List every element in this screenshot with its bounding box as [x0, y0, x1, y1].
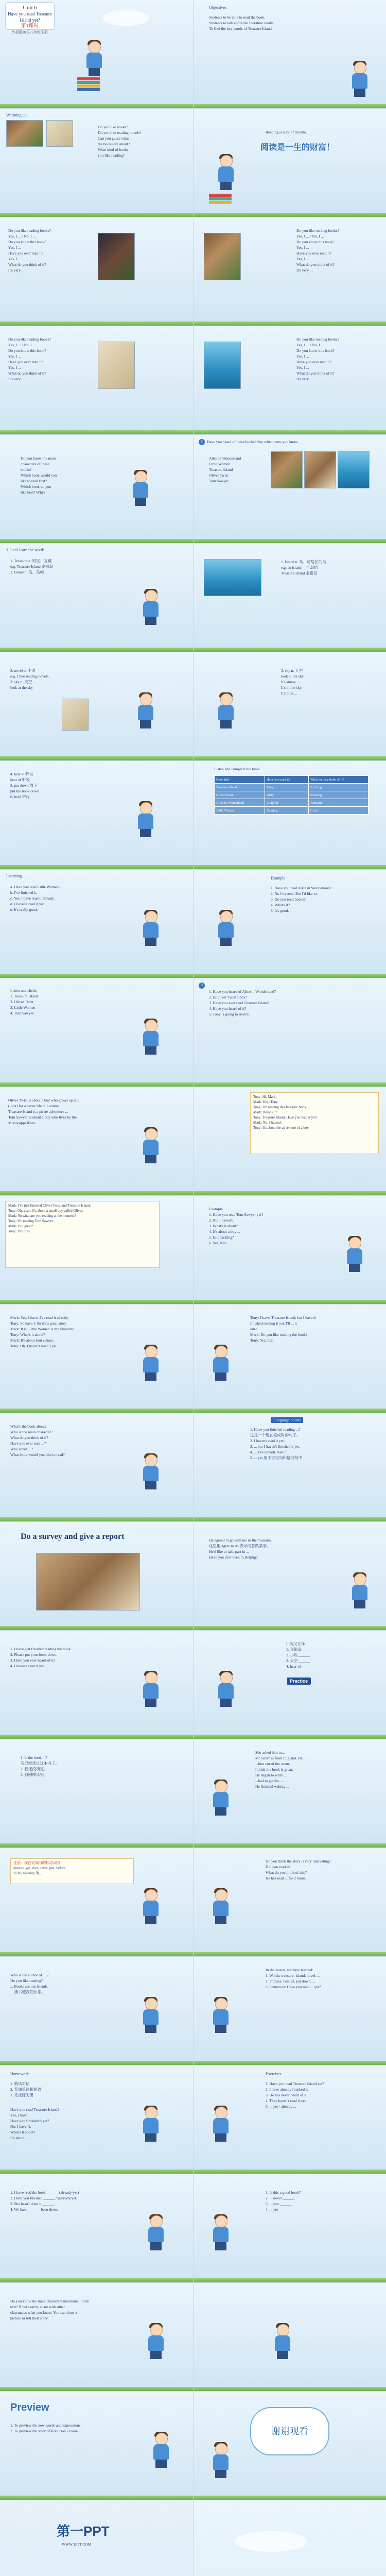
slide-homework[interactable] [0, 2065, 193, 2174]
table-heading: Listen and complete the table. [214, 767, 261, 771]
slide-discussion[interactable] [0, 1413, 193, 1522]
boy-illustration [139, 1454, 163, 1490]
slide-reading-quote[interactable] [193, 109, 386, 217]
book-cover-image [204, 233, 241, 280]
dialogue-lines: Mark: Yes, I have. I've read it already. Tony: So have I. So it's a great story. Mark: It is. Little Women is my favourite. Tony: What's it about? Mark: It's about four sisters. Tony: Oh, I haven't read it yet. [10, 1315, 75, 1348]
boy-illustration [139, 911, 163, 947]
sky-words: 3. sky n. 天空 look at the sky It's sunny ... It's in the sky. It's blue ... [281, 668, 304, 696]
book-list: Alice in Wonderland Little Women Treasure Island Oliver Twist Tom Sawyer [209, 456, 241, 483]
practice-list: I. 英汉互译 1. 金银岛 ______ 2. 小说 ______ 3. 天空 ______ 4. hear of ______ [286, 1641, 314, 1669]
slide-agree-to[interactable] [193, 1522, 386, 1631]
homework-heading: Homework [10, 2072, 29, 2076]
boy-illustration [139, 1020, 163, 1056]
reading-quote: Reading is a lot of trouble. [266, 130, 307, 134]
dialogue-lines: Tony: I have. Treasure Island, but I haven't finished reading it yet. I'll ... it later. Mark: Do you like reading the book? Tony: Yes, I do. [250, 1315, 317, 1343]
boy-illustration [149, 2433, 173, 2469]
lesson-cn: 第1课时 [21, 23, 39, 29]
slide-warming-up[interactable] [0, 109, 193, 217]
warming-heading: Warming up [6, 113, 27, 117]
slide-book-list[interactable] [193, 435, 386, 544]
slide-brand[interactable] [0, 2500, 193, 2576]
slide-translate-cn[interactable] [0, 1739, 193, 1848]
boy-illustration [209, 1781, 233, 1817]
reading-quote-cn: 阅读是一生的财富！ [260, 143, 335, 152]
agree-to-notes: He agreed to go with me to the museum. 这里用 agree to do 表示同意做某事。 He'd like to take part in ... Have you ever been to Beijing? [209, 1538, 272, 1560]
boy-illustration [209, 1998, 233, 2034]
slide-practice[interactable] [193, 1631, 386, 1739]
novel-words: 2. novel n. 小说 e.g. I like reading novels. 3. sky n. 天空 look at the sky [10, 668, 50, 690]
brand-logo: 第一PPT [57, 2523, 110, 2539]
slide-reading-passage[interactable] [193, 1739, 386, 1848]
questions-list: 1. Have you heard of Alice in Wonderland? 2. Is Oliver Twist a boy? 3. Have you ever read Treasure Island? 4. Have you heard of it? 5. Tony is going to read it. [209, 989, 276, 1016]
boy-illustration [271, 2324, 294, 2360]
novel-image [62, 699, 89, 731]
boy-illustration [134, 802, 157, 838]
warming-questions: Do you like books? Do you like reading novels? Can you guess what the books are about? What kind of books you like reading? [98, 125, 142, 158]
classroom-image [36, 1553, 140, 1611]
boy-illustration [348, 1573, 372, 1609]
slide-dialogue-1[interactable] [0, 217, 193, 326]
dialogue-lines: Do you like reading books? Yes, I ... / No, I ... Do you know this book? Yes, I ... Have you ever read it? Yes, I ... What do you think of it? It's very ... [8, 337, 51, 381]
boy-illustration [144, 2324, 168, 2360]
slide-translate[interactable] [0, 1631, 193, 1739]
books-stack-icon [209, 194, 232, 211]
boy-illustration [214, 1672, 238, 1708]
dialogue-box: Mark: I've just finished Oliver Twist and Treasure Island. Tony: Oh, yeah. It's about a small boy called Oliver. Mark: So what are you reading at the moment? Tony: I'm reading Tom Sawyer. Mark: Is it good? Tony: Yes, it is. [5, 1201, 160, 1268]
lesson-summary: In the lesson, we have learned: 1. Words: treasure, island, novel, ... 2. Phrases: hear of, put down, ... 3. Sentences: Have you read ... yet? [266, 1968, 321, 1989]
slide-characters-task[interactable] [0, 2283, 193, 2392]
slide-language-points[interactable] [193, 1413, 386, 1522]
boy-illustration [129, 471, 152, 507]
boy-illustration [214, 911, 238, 947]
reading-passage: She asked him to... Mr Smith is from England. He ... ...him out of the room. I think the book is great. He began to write ... ...had to get his ... He finished writing ... [255, 1750, 307, 1789]
slide-words-1[interactable] [0, 544, 193, 652]
slide-lesson-summary[interactable] [193, 1957, 386, 2065]
slide-title[interactable] [0, 0, 193, 109]
boy-illustration [209, 1889, 233, 1925]
book-cover-image [98, 342, 135, 389]
boy-illustration [139, 590, 163, 626]
boy-illustration [209, 2107, 233, 2143]
boy-illustration [82, 41, 106, 77]
title-box [5, 2, 55, 35]
slide-dialogue-mark[interactable] [0, 1196, 193, 1304]
slide-dialogue-6[interactable] [193, 1304, 386, 1413]
slide-summary-text[interactable] [0, 1087, 193, 1196]
boy-illustration [139, 1346, 163, 1382]
book-cover-image [204, 342, 241, 389]
bookshelf-image [6, 120, 43, 147]
boy-illustration [214, 693, 238, 730]
author-notes: Who is the author of ... ? Do you like reading? ... Books are our friends. ... 读书使我们快乐。 [10, 1973, 49, 1994]
language-points-list: 1. Have you finished reading ...? 这是一个现在完成时的句子。 2. I haven't read it yet. 3. ... but I haven't finished it yet. 4. ... I've already read it. 5. ... yet 用于否定句和疑问句中 [250, 1427, 303, 1460]
slide-dialogue-5[interactable] [0, 1304, 193, 1413]
boy-illustration [209, 1346, 233, 1382]
preview-title: Preview [10, 2402, 49, 2413]
slide-note[interactable] [0, 1848, 193, 1957]
dialogue-lines: Do you like reading books? Yes, I ... / No, I ... Do you know this book? Yes, I ... Have you ever read it? Yes, I ... What do you think of it? It's very ... [8, 228, 51, 273]
exercises-list: 1. Have you read Treasure Island yet? 2. I have already finished it. 3. He has never heard of it. 4. They haven't read it yet. 5. ... yet / already ... [266, 2081, 324, 2109]
answers-list: Example 1. Have you read Tom Sawyer yet? 2. No, I haven't. 3. What's it about? 4. It's about a boy ... 5. Is it exciting? 6. Yes, it is. [209, 1207, 264, 1245]
publisher: 外研版英语八年级下册 [12, 30, 48, 35]
dialogue-box: Tony: Hi, Mark. Mark: Hey, Tony. Tony: I'm reading this fantastic book. Mark: What's it? Tony: Treasure Island. Have you read it yet? Mark: No, I haven't. Tony: It's about the adventure of a boy. [250, 1092, 379, 1154]
thanks-bubble: 谢谢观看 [250, 2407, 329, 2455]
objectives-list: Students to be able to read the book. Students to talk about the literature works. To find the key words of Treasure Island. [209, 15, 275, 31]
slide-dialogue-tony[interactable] [193, 1087, 386, 1196]
slide-questions[interactable] [193, 978, 386, 1087]
questions-list: Do you think the story is very interesting? Did you read it? What do you think of this? He has read ... for 2 hours. [266, 1859, 331, 1880]
boy-illustration [139, 1128, 163, 1164]
hear-words: 4. hear v. 听说 hear of 听说 5. put down 放下 put the book down 6. hold 举行 [10, 772, 40, 799]
slide-listening[interactable] [0, 870, 193, 978]
slide-author[interactable] [0, 1957, 193, 2065]
characters-task: Do you know the main characters mentioned in the text? If not search, share with other classmates what you know. You can draw a picture or tell their story. [10, 2299, 90, 2320]
discussion-questions: What's the book about? Who is the main character? What do you think of it? Have you ever read ...? Who wrote ...? What book would you like to read? [10, 1424, 65, 1457]
slide-words-sky[interactable] [193, 652, 386, 761]
example-lines: 1. Have you read Alice in Wonderland? 2. No I haven't. But I'd like to. 3. Do you read books? 4. What's it? 5. It's good. [271, 886, 332, 913]
slide-blank-note[interactable] [193, 2283, 386, 2392]
slide-fill-blanks[interactable] [0, 2174, 193, 2283]
brand-url[interactable]: WWW.1PPT.COM [62, 2542, 92, 2547]
recap-dialogue: Have you read Treasure Island? Yes, I have. Have you finished it yet? No, I haven't. What's it about? It's about ... [10, 2107, 59, 2140]
homework-list: 1. 熟读对话 2. 背诵单词和短语 3. 完成练习册 [10, 2081, 41, 2097]
slide-dialogue-3[interactable] [0, 326, 193, 435]
listen-check: Listen and check. 1. Treasure Island 2. Oliver Twist 3. Little Women 4. Tom Sawyer [10, 988, 38, 1015]
book-picture-c [338, 451, 370, 488]
book-cover-image [98, 233, 135, 280]
slide-dialogue-2[interactable] [193, 217, 386, 326]
language-points-badge: Language points [271, 1417, 303, 1423]
boy-illustration [343, 1237, 366, 1273]
number-icon: 3 [199, 982, 205, 989]
slide-characters[interactable] [0, 435, 193, 544]
boy-illustration [348, 62, 372, 98]
boy-illustration [209, 2443, 233, 2479]
boy-illustration [139, 2107, 163, 2143]
slide-exercises[interactable] [193, 2065, 386, 2174]
island-words: 1. Island n. 岛；可居住的岛 e.g. an island 一个岛屿 Treasure Island 金银岛 [281, 560, 326, 575]
slide-listen-check[interactable] [0, 978, 193, 1087]
unit-label: Unit 6 [23, 5, 37, 11]
boy-illustration [214, 155, 238, 191]
listening-heading: Listening [6, 874, 22, 878]
characters-questions: Do you know the main characters of these books? Which book would you like to read first? Which book do you like best? Why? [21, 456, 57, 495]
dialogue-lines: Do you like reading books? Yes, I ... / No, I ... Do you know this book? Yes, I ... Have you ever read it? Yes, I ... What do you think of it? It's very ... [296, 337, 339, 381]
slide-dialogue-4[interactable] [193, 326, 386, 435]
boy-illustration [139, 1889, 163, 1925]
exercises-heading: Exercises [266, 2072, 282, 2076]
translate-notes: 1. I have just finished reading the book. 2. Please put your book down. 3. Have you ever heard of it? 4. I haven't read it yet. [10, 1647, 72, 1668]
example-heading: Example [271, 876, 286, 880]
slide-fill-blanks-2[interactable] [193, 2174, 386, 2283]
translate-cn: 1. Is the book ...? 我已经读过这本书了。 2. 我还没读完。 3. 我刚刚读完。 [21, 1755, 59, 1777]
survey-title: Do a survey and give a report [21, 1532, 125, 1541]
boy-illustration [134, 693, 157, 730]
book-table: Book title Have you read it? What do they think of it? Treasure Island Tony Exciting Oliver Twist Betty Exciting Alice in Wonderland Lingling Fantastic Little Women Daming Great [214, 775, 369, 815]
slide-words-hear[interactable] [0, 761, 193, 870]
note-box: 注意：现在完成时的标志词有： already, yet, ever, never, just, before so far, recently 等。 [10, 1858, 134, 1884]
slide-words-novel[interactable] [0, 652, 193, 761]
island-image [204, 559, 261, 596]
slide-thanks[interactable] [193, 2392, 386, 2500]
summary-text: Oliver Twist is about a boy who grows up and (look) for a better life in London. Treasure Island is a pirate adventure ... Tom Sawyer is about a boy who lives by the Mississippi River. [8, 1098, 80, 1125]
slide-mark-answers[interactable] [193, 1196, 386, 1304]
preview-list: 1. To preview the new words and expressions. 2. To preview the story of Robinson Crusoe. [10, 2423, 82, 2433]
fill-blanks: 1. Is this a good book? ______ 2. ... never ______ 3. ... just ______ 4. ... yet ______ [266, 2190, 313, 2212]
boy-illustration [144, 2215, 168, 2251]
dialogue-lines: Do you like reading books? Yes, I ... / No, I ... Do you know this book? Yes, I ... Have you ever read it? Yes, I ... What do you think of it? It's very ... [296, 228, 339, 273]
book-picture-b [304, 451, 336, 488]
boy-illustration [209, 2215, 233, 2251]
lesson-title: Have you read Treasure Island yet? [8, 11, 52, 23]
practice-button[interactable]: Practice [286, 1677, 311, 1685]
slide-listening-table[interactable] [193, 761, 386, 870]
book-picture-a [271, 451, 303, 488]
slide-preview[interactable] [0, 2392, 193, 2500]
number-icon: 1 [199, 439, 205, 445]
boy-illustration [139, 1672, 163, 1708]
book-cover-image [46, 120, 73, 147]
slide-end-blank [193, 2500, 386, 2576]
slide-questions-2[interactable] [193, 1848, 386, 1957]
words-heading: 1. Let's learn the words [6, 548, 45, 552]
slide-words-island[interactable] [193, 544, 386, 652]
objectives-heading: Objectives [209, 5, 227, 10]
boy-illustration [139, 1998, 163, 2034]
slide-objectives[interactable] [193, 0, 386, 109]
listening-options: a. Have you read Little Women? b. I've finished it. c. Yes, I have read it already. d. I haven't read it yet. e. It's really good. [10, 885, 61, 912]
slide-example[interactable] [193, 870, 386, 978]
fill-blanks: 1. I have read the book ______ (already/yet) 2. Have you finished ______? (already/yet) 3. She hasn't done it ______. 4. We have ______ been there. [10, 2190, 79, 2212]
books-stack-icon [77, 77, 100, 95]
slide-survey[interactable] [0, 1522, 193, 1631]
book-list-header: Have you heard of these books? Say which ones you know. [207, 439, 299, 444]
words-list: 1. Treasure n. 财宝，宝藏 e.g. Treasure Island 金银岛 2. Island n. 岛，岛屿 [10, 558, 54, 574]
